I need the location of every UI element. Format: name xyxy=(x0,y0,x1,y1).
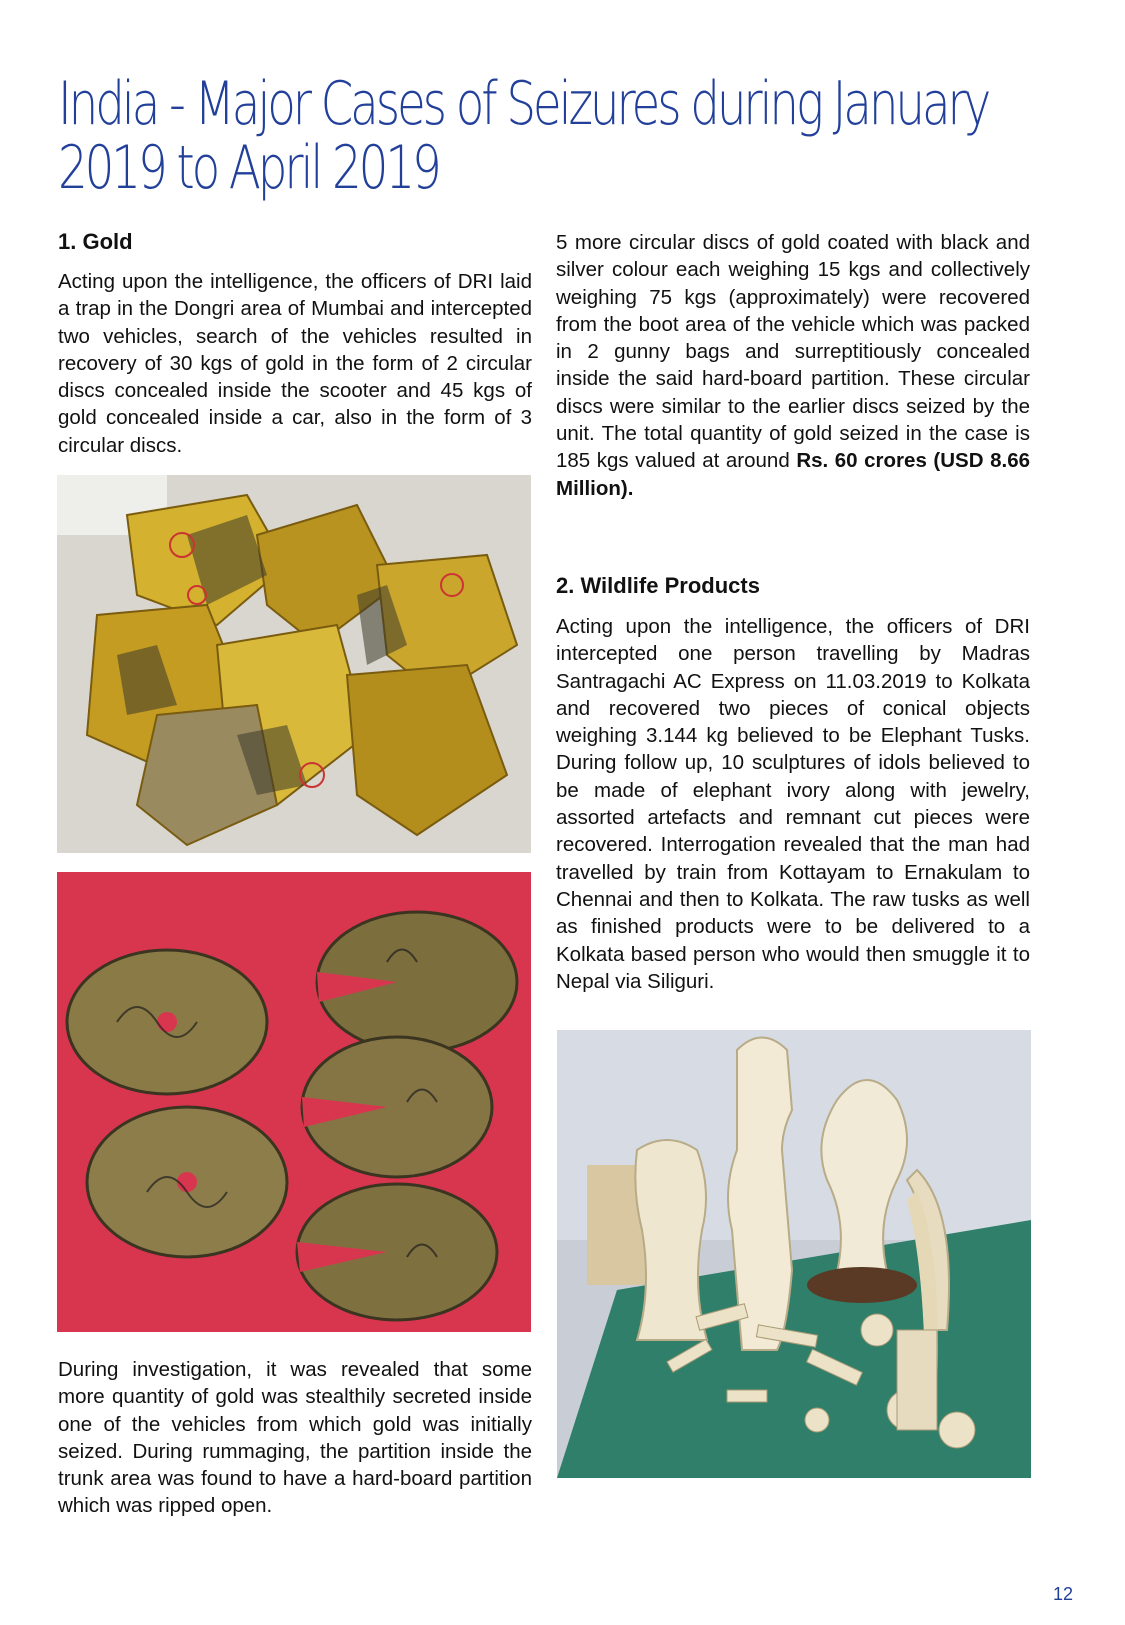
page-title: India - Major Cases of Seizures during January 2019 to April 2019 xyxy=(58,69,989,203)
gold-paragraph-1: Acting upon the intelligence, the officers of DRI laid a trap in the Dongri area of Mumbai and intercepted two vehicles, search of the vehicles resulted in recovery of 30 kgs of gold in the form of 2 circular discs concealed inside the scooter and 45 kgs of gold concealed inside a car, also in the form of 3 circular discs. xyxy=(58,270,532,457)
gold-discs-photo xyxy=(57,872,531,1332)
section-wildlife-heading: 2. Wildlife Products xyxy=(556,573,760,598)
seizure-value: Rs. 60 crores (USD 8.66 Million). xyxy=(556,449,1030,500)
gold-paragraph-3-text: 5 more circular discs of gold coated with black and silver colour each weighing 15 kgs and collectively weighing 75 kgs (approximately) were recovered from the boot area of the vehicle which was packed in 2 gunny bags and surreptitiously concealed inside the said hard-board partition. These circular discs were similar to the earlier discs seized by the unit. The total quantity of gold seized in the case is 185 kgs valued at around xyxy=(556,231,1030,473)
gold-pieces-photo xyxy=(57,475,531,853)
section-gold-heading: 1. Gold xyxy=(58,229,133,254)
wildlife-paragraph: Acting upon the intelligence, the officers of DRI intercepted one person travelling by Madras Santragachi AC Express on 11.03.2019 to Kolkata and recovered two pieces of conical objects weighing 3.144 kg believed to be Elephant Tusks. During follow up, 10 sculptures of idols believed to be made of elephant ivory along with jewelry, assorted artefacts and remnant cut pieces were recovered. Interrogation revealed that the man had travelled by train from Kottayam to Ernakulam to Chennai and then to Kolkata. The raw tusks as well as finished products were to be delivered to a Kolkata based person who would then smuggle it to Nepal via Siliguri. xyxy=(556,615,1030,993)
ivory-artefacts-photo xyxy=(557,1030,1031,1478)
page-number: 12 xyxy=(1052,1584,1073,1604)
gold-paragraph-2: During investigation, it was revealed that some more quantity of gold was stealthily secreted inside one of the vehicles from which gold was initially seized. During rummaging, the partition inside the trunk area was found to have a hard-board partition which was ripped open. xyxy=(58,1358,532,1518)
gold-paragraph-3 xyxy=(556,229,1030,502)
